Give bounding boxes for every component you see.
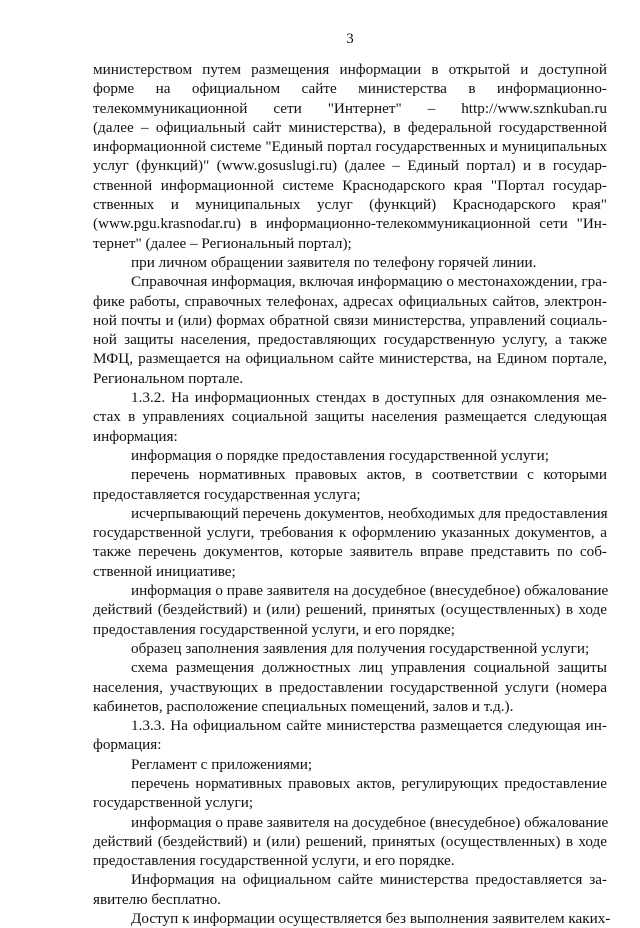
paragraph <box>93 60 607 253</box>
text-line: ной защиты населения, предоставляющих государственную услугу, а также <box>93 331 607 349</box>
paragraph <box>93 272 607 388</box>
paragraph <box>93 465 607 504</box>
text-line: перечень нормативных правовых актов, в соответствии с которыми <box>131 466 607 484</box>
text-line: Доступ к информации осуществляется без выполнения заявителем каких- <box>131 910 611 928</box>
text-line: ственной информационной системе Краснодарского края "Портал государ- <box>93 176 607 194</box>
text-line: ственных и муниципальных услуг (функций) Краснодарского края" <box>93 196 607 214</box>
paragraph <box>93 253 607 272</box>
paragraph <box>93 870 607 909</box>
text-line: (www.pgu.krasnodar.ru) в информационно-телекоммуникационной сети "Ин- <box>93 215 607 233</box>
paragraph <box>93 388 607 446</box>
paragraph <box>93 774 607 813</box>
text-line: информация: <box>93 427 178 445</box>
text-line: также перечень документов, которые заявитель вправе представить по соб- <box>93 543 607 561</box>
text-line: формация: <box>93 736 162 754</box>
text-line: государственной услуги, требования к оформлению указанных документов, а <box>93 524 607 542</box>
text-line: информация о праве заявителя на досудебное (внесудебное) обжалование <box>131 813 609 831</box>
text-line: министерством путем размещения информации в открытой и доступной <box>93 61 607 78</box>
text-line: ной почты и (или) формах обратной связи министерства, управлений социаль- <box>93 311 607 329</box>
text-line: тернет" (далее – Региональный портал); <box>93 234 352 252</box>
text-line: телекоммуникационной сети "Интернет" – http://www.sznkuban.ru <box>93 99 607 117</box>
text-line: Регламент с приложениями; <box>131 755 313 773</box>
paragraph <box>93 581 607 639</box>
text-line: МФЦ, размещается на официальном сайте министерства, на Едином портале, <box>93 350 607 368</box>
text-line: Информация на официальном сайте министерства предоставляется за- <box>131 871 607 889</box>
paragraph <box>93 813 607 871</box>
text-line: при личном обращении заявителя по телефону горячей линии. <box>131 253 537 271</box>
text-line: предоставления государственной услуги, и его порядке. <box>93 852 455 870</box>
text-line: государственной услуги; <box>93 794 254 812</box>
text-line: Справочная информация, включая информацию о местонахождении, гра- <box>131 273 607 291</box>
text-line: исчерпывающий перечень документов, необходимых для предоставления <box>131 504 608 522</box>
text-line: информационной системе "Единый портал государственных и муниципальных <box>93 138 607 156</box>
text-line: 1.3.3. На официальном сайте министерства размещается следующая ин- <box>131 717 607 735</box>
text-line: 1.3.2. На информационных стендах в доступных для ознакомления ме- <box>131 389 607 407</box>
text-line: образец заполнения заявления для получения государственной услуги; <box>131 639 590 657</box>
document-body <box>93 60 611 928</box>
text-line: фике работы, справочных телефонах, адресах официальных сайтов, электрон- <box>93 292 607 310</box>
text-line: предоставления государственной услуги, и его порядке; <box>93 620 455 638</box>
text-line: явителю бесплатно. <box>93 890 221 908</box>
text-line: действий (бездействий) и (или) решений, принятых (осуществленных) в ходе <box>93 832 607 850</box>
text-line: стах в управлениях социальной защиты населения размещается следующая <box>93 408 607 426</box>
document-page <box>93 0 611 928</box>
text-line: информация о праве заявителя на досудебное (внесудебное) обжалование <box>131 582 609 600</box>
text-line: перечень нормативных правовых актов, регулирующих предоставление <box>131 774 607 792</box>
text-line: Региональном портале. <box>93 369 244 387</box>
text-line: населения, участвующих в предоставлении государственной услуги (номера <box>93 678 607 696</box>
page-number: 3 <box>346 31 354 47</box>
paragraph <box>93 755 607 774</box>
text-line: информация о порядке предоставления государственной услуги; <box>131 446 550 464</box>
text-line: форме на официальном сайте министерства в информационно- <box>93 80 607 98</box>
text-line: услуг (функций)" (www.gosuslugi.ru) (далее – Единый портал) и в государ- <box>93 157 607 175</box>
paragraph <box>93 446 607 465</box>
text-line: кабинетов, расположение специальных помещений, залов и т.д.). <box>93 697 514 715</box>
text-line: ственной инициативе; <box>93 562 236 580</box>
paragraph <box>93 639 607 658</box>
text-line: схема размещения должностных лиц управления социальной защиты <box>131 659 607 677</box>
paragraph <box>93 658 607 716</box>
text-line: предоставляется государственная услуга; <box>93 485 361 503</box>
paragraph <box>93 909 611 928</box>
paragraph <box>93 716 607 755</box>
text-line: (далее – официальный сайт министерства), в федеральной государственной <box>93 118 607 136</box>
text-line: действий (бездействий) и (или) решений, принятых (осуществленных) в ходе <box>93 601 607 619</box>
paragraph <box>93 504 607 581</box>
